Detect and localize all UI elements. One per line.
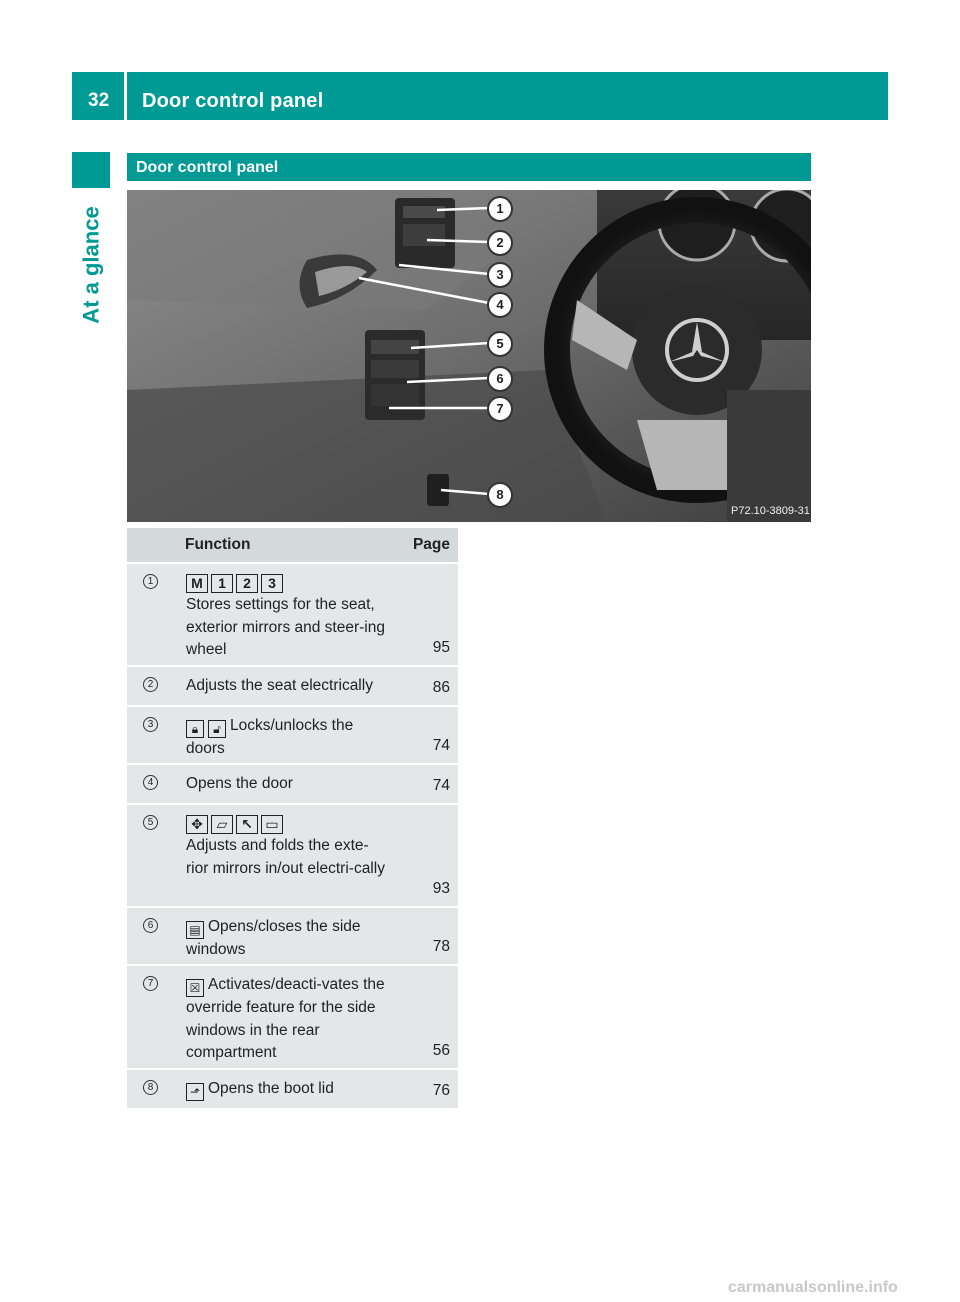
mirror-fold-icon: ↖: [236, 815, 258, 834]
item-number: 4: [143, 775, 158, 790]
header-page: Page: [412, 536, 450, 553]
memory-2-icon: 2: [236, 574, 258, 593]
page-title: Door control panel: [142, 90, 324, 112]
function-text: Adjusts and folds the exte-rior mirrors in/out electri-cally: [186, 837, 385, 877]
callout-8: 8: [487, 482, 513, 508]
callout-6: 6: [487, 366, 513, 392]
table-row: [127, 908, 458, 966]
side-tab-marker: [72, 152, 110, 188]
memory-1-icon: 1: [211, 574, 233, 593]
table-row: [127, 564, 458, 667]
header-function: Function: [185, 535, 251, 553]
callout-4: 4: [487, 292, 513, 318]
table-row: [127, 805, 458, 908]
page-ref: 74: [432, 777, 450, 794]
function-text: Opens the boot lid: [208, 1080, 334, 1097]
boot-lid-icon: ⬏: [186, 1083, 204, 1101]
function-table: [127, 528, 458, 1110]
page-ref: 76: [432, 1082, 450, 1099]
table-row: [127, 707, 458, 765]
override-icon: ☒: [186, 979, 204, 997]
callout-2: 2: [487, 230, 513, 256]
table-row: [127, 765, 458, 805]
table-row: [127, 667, 458, 707]
section-title: Door control panel: [136, 159, 279, 176]
callout-1: 1: [487, 196, 513, 222]
memory-3-icon: 3: [261, 574, 283, 593]
page-ref: 56: [432, 1042, 450, 1059]
callout-7: 7: [487, 396, 513, 422]
page-ref: 74: [432, 737, 450, 754]
side-tab-label: At a glance: [79, 206, 104, 324]
item-number: 8: [143, 1080, 158, 1095]
mirror-adjust-icon: ✥: [186, 815, 208, 834]
lock-icon: 🔒︎: [186, 720, 204, 738]
callout-3: 3: [487, 262, 513, 288]
item-number: 5: [143, 815, 158, 830]
page-ref: 86: [432, 679, 450, 696]
function-text: Activates/deacti-vates the override feature for the side windows in the rear compartment: [186, 976, 385, 1062]
function-text: Locks/unlocks the doors: [186, 717, 354, 758]
item-number: 2: [143, 677, 158, 692]
item-number: 7: [143, 976, 158, 991]
item-number: 3: [143, 717, 158, 732]
page-number: 32: [88, 90, 110, 111]
callout-5: 5: [487, 331, 513, 357]
mirror-right-icon: ▱: [211, 815, 233, 834]
header-divider: [124, 72, 127, 120]
item-number: 6: [143, 918, 158, 933]
memory-buttons: [186, 572, 386, 594]
function-text: Adjusts the seat electrically: [186, 677, 373, 694]
table-row: [127, 1070, 458, 1110]
unlock-icon: 🔓︎: [208, 720, 226, 738]
page-ref: 78: [432, 938, 450, 955]
table-header: [127, 528, 458, 564]
item-number: 1: [143, 574, 158, 589]
watermark: carmanualsonline.info: [728, 1279, 898, 1296]
page-ref: 95: [432, 639, 450, 656]
side-tab: [74, 190, 110, 340]
image-code: P72.10-3809-31: [731, 505, 810, 517]
mirror-buttons: [186, 813, 386, 835]
table-row: [127, 966, 458, 1070]
function-text: Stores settings for the seat, exterior mirrors and steer-ing wheel: [186, 596, 385, 658]
memory-m-icon: M: [186, 574, 208, 593]
window-icon: ▤: [186, 921, 204, 939]
door-panel-photo: [127, 190, 811, 522]
function-text: Opens/closes the side windows: [186, 918, 361, 959]
page-ref: 93: [432, 880, 450, 897]
function-text: Opens the door: [186, 775, 293, 792]
callout-group: [127, 190, 811, 522]
mirror-left-icon: ▭: [261, 815, 283, 834]
